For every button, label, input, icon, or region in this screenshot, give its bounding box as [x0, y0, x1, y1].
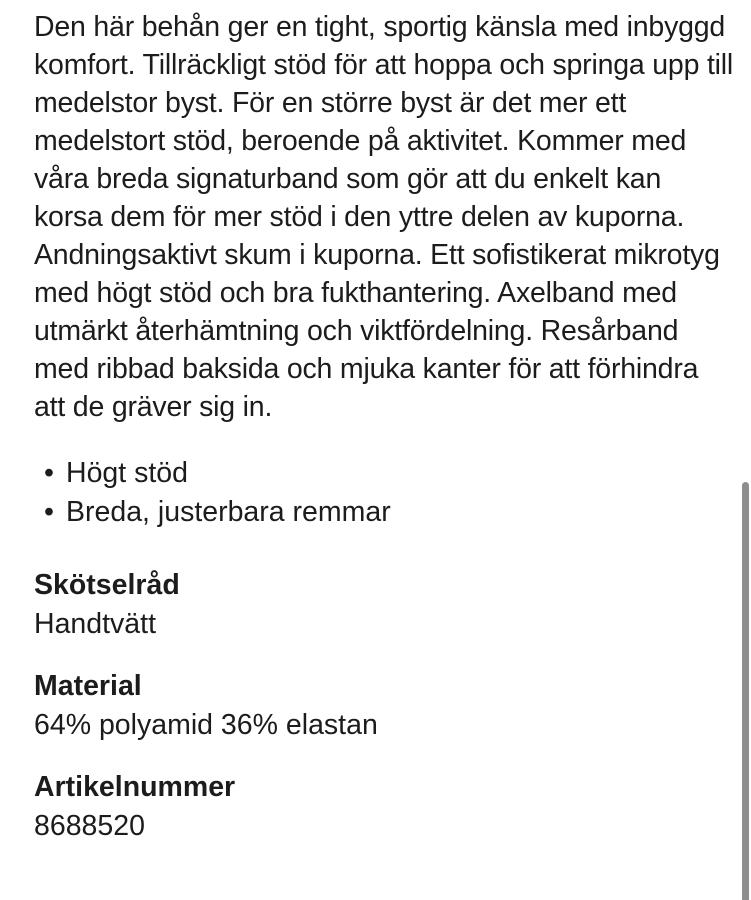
care-heading: Skötselråd	[34, 569, 180, 601]
product-details	[34, 8, 734, 846]
care-section	[34, 566, 734, 644]
care-value: Handtvätt	[34, 608, 156, 640]
feature-text: Högt stöd	[66, 457, 188, 489]
material-value: 64% polyamid 36% elastan	[34, 709, 378, 741]
product-description: Den här behån ger en tight, sportig känsla med inbyggd komfort. Tillräckligt stöd för att hoppa och springa upp till medelstor byst. För en större byst är det mer ett medelstort stöd, beroende på aktivitet. Kommer med våra breda signaturband som gör att du enkelt kan korsa dem för mer stöd i den yttre delen av kuporna. Andningsaktivt skum i kuporna. Ett sofistikerat mikrotyg med högt stöd och bra fukthantering. Axelband med utmärkt återhämtning och viktfördelning. Resårband med ribbad baksida och mjuka kanter för att förhindra att de gräver sig in.	[34, 11, 734, 423]
material-section	[34, 667, 734, 745]
bullet-icon: •	[44, 496, 54, 528]
material-heading: Material	[34, 670, 142, 702]
bullet-icon: •	[44, 457, 54, 489]
article-number-value: 8688520	[34, 810, 145, 842]
list-item	[34, 454, 734, 493]
article-number-heading: Artikelnummer	[34, 771, 236, 803]
scrollbar[interactable]	[742, 482, 749, 900]
article-number-section	[34, 768, 734, 846]
feature-list	[34, 454, 734, 532]
list-item	[34, 493, 734, 532]
feature-text: Breda, justerbara remmar	[66, 496, 391, 528]
